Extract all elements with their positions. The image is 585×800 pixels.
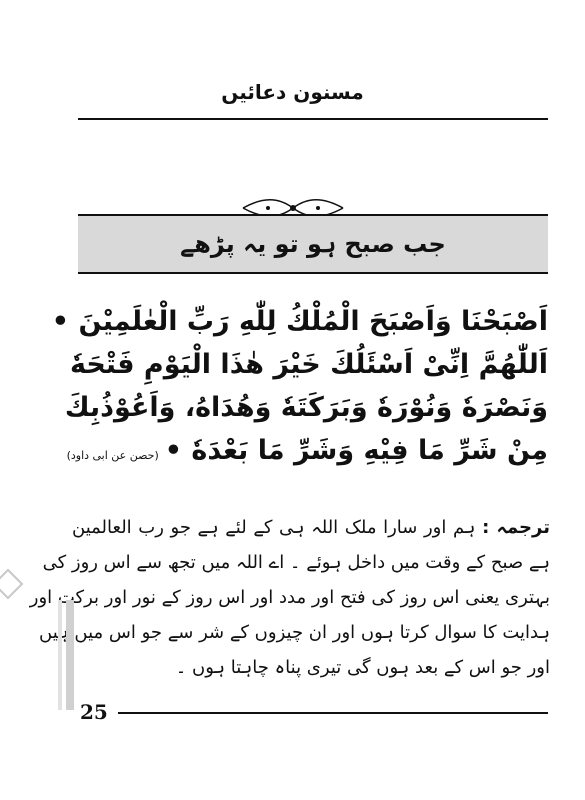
translation-label: ترجمہ : [482, 517, 550, 538]
top-rule [78, 118, 548, 120]
translation-line: ہے صبح کے وقت میں داخل ہوئے ۔ اے اللہ میں تجھ سے اس روز کی [42, 552, 550, 573]
translation-line: ہدایت کا سوال کرتا ہوں اور ان چیزوں کے شر سے جو اس میں ہیں [39, 622, 550, 643]
arabic-line: اَللّٰهُمَّ اِنِّیْ اَسْئَلُكَ خَیْرَ هٰذَا الْیَوْمِ فَتْحَهٗ [69, 349, 548, 380]
arabic-dua [51, 300, 548, 477]
page-edge-ornament [0, 560, 80, 720]
translation [29, 510, 550, 685]
arabic-line: وَنَصْرَهٗ وَنُوْرَهٗ وَبَرَكَتَهٗ وَهُدَاهُ، وَاَعُوْذُبِكَ [64, 392, 548, 423]
translation-line [72, 510, 550, 545]
page-number: 25 [80, 700, 108, 724]
arabic-line: اَصْبَحْنَا وَاَصْبَحَ الْمُلْكُ لِلّٰهِ رَبِّ الْعٰلَمِیْنَ • [51, 306, 548, 337]
arabic-line-text: مِنْ شَرِّ مَا فِیْهِ وَشَرِّ مَا بَعْدَهٗ • [164, 435, 548, 466]
section-heading-banner [78, 214, 548, 274]
translation-line: بہتری یعنی اس روز کی فتح اور مدد اور اس روز کے نور اور برکت اور [29, 587, 550, 608]
translation-line: اور جو اس کے بعد ہوں گی تیری پناہ چاہتا ہوں ۔ [175, 657, 550, 678]
section-heading: جب صبح ہو تو یہ پڑھے [180, 230, 446, 258]
hadith-reference: (حصن عن ابی داود) [66, 449, 159, 462]
running-head: مسنون دعائیں [221, 80, 364, 104]
translation-text: ہم اور سارا ملک اللہ ہی کے لئے ہے جو رب العالمین [72, 517, 476, 538]
bottom-rule [118, 712, 548, 714]
arabic-line-last [66, 429, 548, 477]
